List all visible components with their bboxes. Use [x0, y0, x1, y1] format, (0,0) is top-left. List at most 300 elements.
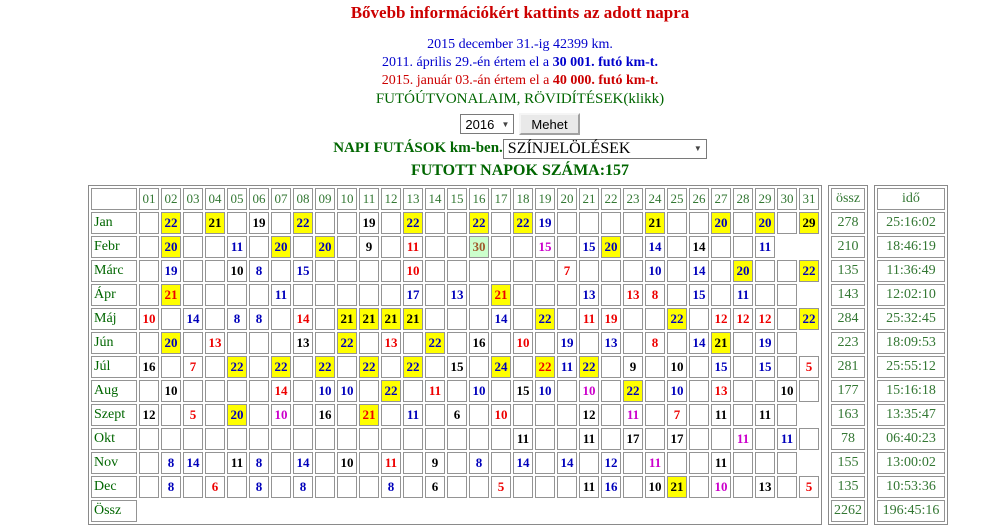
day-cell[interactable]: 10	[645, 260, 665, 282]
day-cell	[645, 308, 665, 330]
day-cell[interactable]: 8	[645, 284, 665, 306]
day-cell[interactable]: 21	[205, 212, 225, 234]
day-cell	[403, 476, 423, 498]
day-cell[interactable]: 7	[557, 260, 577, 282]
day-cell[interactable]: 19	[161, 260, 181, 282]
day-cell[interactable]: 21	[645, 212, 665, 234]
day-cell	[271, 452, 291, 474]
day-cell[interactable]: 13	[601, 332, 621, 354]
day-cell[interactable]: 22	[579, 356, 599, 378]
day-cell	[623, 260, 643, 282]
month-label: Febr	[91, 236, 137, 258]
month-time-cell: 18:46:19	[877, 236, 945, 258]
day-cell	[271, 428, 291, 450]
day-cell	[227, 476, 247, 498]
day-cell	[711, 236, 731, 258]
day-cell	[425, 428, 445, 450]
day-cell[interactable]: 10	[645, 476, 665, 498]
routes-link[interactable]: FUTÓÚTVONALAIM,	[375, 91, 521, 107]
day-cell	[161, 356, 181, 378]
day-cell[interactable]: 20	[271, 236, 291, 258]
day-cell	[557, 380, 577, 402]
day-cell[interactable]: 5	[799, 476, 819, 498]
chevron-down-icon: ▼	[693, 144, 702, 153]
day-cell	[755, 260, 775, 282]
day-cell[interactable]: 22	[469, 212, 489, 234]
day-cell[interactable]: 20	[161, 236, 181, 258]
header-section	[0, 3, 1002, 180]
day-cell[interactable]: 12	[139, 404, 159, 426]
day-cell[interactable]: 9	[359, 236, 379, 258]
sum-header-row	[831, 188, 865, 210]
day-cell	[601, 260, 621, 282]
day-cell[interactable]: 11	[645, 452, 665, 474]
day-cell	[513, 404, 533, 426]
day-cell	[337, 356, 357, 378]
year-controls-row	[38, 112, 1002, 136]
day-cell[interactable]: 14	[183, 308, 203, 330]
day-cell[interactable]: 15	[579, 236, 599, 258]
day-cell[interactable]: 14	[557, 452, 577, 474]
day-header-cell: 25	[667, 188, 687, 210]
day-cell[interactable]: 15	[755, 356, 775, 378]
month-row-dec	[91, 476, 819, 498]
day-cell	[315, 212, 335, 234]
day-cell[interactable]: 8	[161, 452, 181, 474]
month-label: Okt	[91, 428, 137, 450]
time-row-máj	[877, 308, 945, 330]
day-cell[interactable]: 16	[469, 332, 489, 354]
day-cell	[205, 404, 225, 426]
day-cell[interactable]: 14	[689, 260, 709, 282]
day-cell	[425, 212, 445, 234]
day-cell[interactable]: 11	[711, 452, 731, 474]
day-cell[interactable]: 10	[777, 380, 797, 402]
day-cell[interactable]: 5	[799, 356, 819, 378]
day-cell[interactable]: 24	[491, 356, 511, 378]
day-cell[interactable]: 10	[315, 380, 335, 402]
day-cell	[667, 284, 687, 306]
day-cell	[601, 284, 621, 306]
time-row-júl	[877, 356, 945, 378]
total-row-label: Össz	[91, 500, 137, 522]
day-cell[interactable]: 9	[425, 452, 445, 474]
run-days-count: FUTOTT NAPOK SZÁMA:157	[410, 162, 630, 179]
day-cell[interactable]: 19	[557, 332, 577, 354]
day-cell[interactable]: 10	[271, 404, 291, 426]
day-cell	[183, 284, 203, 306]
day-cell[interactable]: 20	[755, 212, 775, 234]
day-header-cell: 27	[711, 188, 731, 210]
day-cell[interactable]: 13	[579, 284, 599, 306]
day-cell	[381, 236, 401, 258]
day-cell	[777, 212, 797, 234]
day-cell[interactable]: 14	[689, 236, 709, 258]
day-cell[interactable]: 8	[469, 452, 489, 474]
milestone-30000-value: 30 001. futó km-t.	[552, 55, 658, 70]
sum-row-máj	[831, 308, 865, 330]
sum-row-szept	[831, 404, 865, 426]
day-cell	[183, 332, 203, 354]
day-cell[interactable]: 11	[403, 236, 423, 258]
day-cell[interactable]: 11	[557, 356, 577, 378]
day-cell[interactable]: 8	[645, 332, 665, 354]
day-cell	[733, 356, 753, 378]
day-cell[interactable]: 11	[403, 404, 423, 426]
sum-row-nov	[831, 452, 865, 474]
day-cell[interactable]: 16	[601, 476, 621, 498]
month-sum-cell: 135	[831, 260, 865, 282]
abbreviations-link[interactable]: RÖVIDÍTÉSEK(klikk)	[524, 91, 665, 107]
color-legend-select[interactable]	[503, 139, 707, 159]
day-cell	[315, 428, 335, 450]
day-cell	[733, 380, 753, 402]
day-cell[interactable]: 21	[337, 308, 357, 330]
day-cell[interactable]: 15	[447, 356, 467, 378]
day-cell[interactable]: 13	[711, 380, 731, 402]
day-cell[interactable]: 20	[227, 404, 247, 426]
day-cell	[381, 284, 401, 306]
day-cell[interactable]: 22	[403, 356, 423, 378]
day-cell	[557, 212, 577, 234]
day-cell[interactable]: 14	[689, 332, 709, 354]
day-cell	[139, 212, 159, 234]
day-cell[interactable]: 10	[535, 380, 555, 402]
milestone-30000-prefix: 2011. április 29.-én értem el a	[382, 55, 553, 70]
day-cell	[271, 476, 291, 498]
day-cell	[183, 380, 203, 402]
day-header-cell: 22	[601, 188, 621, 210]
day-cell[interactable]: 14	[183, 452, 203, 474]
day-cell[interactable]: 10	[337, 452, 357, 474]
day-cell[interactable]: 14	[491, 308, 511, 330]
day-cell[interactable]: 10	[491, 404, 511, 426]
day-cell	[293, 284, 313, 306]
day-cell[interactable]: 14	[271, 380, 291, 402]
page-title: Bővebb információkért kattints az adott napra	[350, 3, 690, 22]
day-cell[interactable]: 10	[469, 380, 489, 402]
day-cell	[447, 380, 467, 402]
day-cell[interactable]: 10	[227, 260, 247, 282]
day-cell[interactable]: 20	[161, 332, 181, 354]
day-cell[interactable]: 14	[513, 452, 533, 474]
day-cell[interactable]: 21	[711, 332, 731, 354]
day-cell	[799, 380, 819, 402]
day-cell[interactable]: 10	[403, 260, 423, 282]
month-label: Nov	[91, 452, 137, 474]
day-cell[interactable]: 14	[293, 452, 313, 474]
day-cell[interactable]: 17	[623, 428, 643, 450]
day-cell[interactable]: 10	[337, 380, 357, 402]
day-cell	[337, 404, 357, 426]
day-cell	[359, 452, 379, 474]
day-cell	[205, 428, 225, 450]
day-cell[interactable]: 8	[381, 476, 401, 498]
day-header-cell: 16	[469, 188, 489, 210]
day-cell	[249, 332, 269, 354]
day-cell[interactable]: 22	[623, 380, 643, 402]
day-header-cell: 14	[425, 188, 445, 210]
day-cell[interactable]: 30	[469, 236, 489, 258]
day-cell[interactable]: 5	[183, 404, 203, 426]
day-cell	[249, 356, 269, 378]
month-sum-cell: 135	[831, 476, 865, 498]
milestone-30000-line	[38, 54, 1002, 72]
day-cell[interactable]: 21	[381, 308, 401, 330]
day-header-cell: 08	[293, 188, 313, 210]
day-cell[interactable]: 8	[293, 476, 313, 498]
day-cell[interactable]: 8	[249, 452, 269, 474]
day-cell[interactable]: 10	[161, 380, 181, 402]
go-button[interactable]: Mehet	[519, 113, 579, 135]
day-cell	[491, 428, 511, 450]
day-cell[interactable]: 11	[425, 380, 445, 402]
day-cell	[271, 332, 291, 354]
day-cell	[293, 236, 313, 258]
day-cell[interactable]: 21	[359, 308, 379, 330]
day-header-cell: 21	[579, 188, 599, 210]
day-cell[interactable]: 11	[733, 428, 753, 450]
day-cell[interactable]: 22	[227, 356, 247, 378]
month-row-jan	[91, 212, 819, 234]
day-cell[interactable]: 22	[535, 308, 555, 330]
day-cell[interactable]: 7	[667, 404, 687, 426]
day-header-cell: 02	[161, 188, 181, 210]
day-cell	[403, 452, 423, 474]
sum-header-cell: össz	[831, 188, 865, 210]
day-cell[interactable]: 19	[755, 332, 775, 354]
day-header-cell: 05	[227, 188, 247, 210]
day-cell[interactable]: 21	[491, 284, 511, 306]
day-cell	[557, 404, 577, 426]
day-cell	[205, 260, 225, 282]
sum-row-ápr	[831, 284, 865, 306]
day-cell[interactable]: 22	[535, 356, 555, 378]
day-cell	[513, 260, 533, 282]
day-cell[interactable]: 9	[623, 356, 643, 378]
day-cell[interactable]: 15	[689, 284, 709, 306]
month-sum-cell: 223	[831, 332, 865, 354]
day-cell[interactable]: 13	[205, 332, 225, 354]
day-cell[interactable]: 10	[579, 380, 599, 402]
day-cell	[447, 260, 467, 282]
day-cell[interactable]: 22	[403, 212, 423, 234]
day-cell[interactable]: 17	[403, 284, 423, 306]
day-cell[interactable]: 6	[205, 476, 225, 498]
month-time-cell: 13:00:02	[877, 452, 945, 474]
month-sum-cell: 210	[831, 236, 865, 258]
day-cell[interactable]: 11	[755, 404, 775, 426]
day-cell[interactable]: 16	[139, 356, 159, 378]
nonexistent-day	[799, 332, 819, 354]
day-cell[interactable]: 22	[315, 356, 335, 378]
calendar-table	[88, 185, 822, 525]
day-cell[interactable]: 8	[161, 476, 181, 498]
day-cell[interactable]: 11	[227, 236, 247, 258]
day-cell[interactable]: 22	[667, 308, 687, 330]
day-cell[interactable]: 22	[381, 380, 401, 402]
day-cell	[249, 380, 269, 402]
day-cell[interactable]: 19	[249, 212, 269, 234]
day-cell	[139, 236, 159, 258]
day-cell[interactable]: 19	[601, 308, 621, 330]
month-time-cell: 25:32:45	[877, 308, 945, 330]
day-cell[interactable]: 21	[161, 284, 181, 306]
day-cell[interactable]: 22	[337, 332, 357, 354]
day-header-cell: 17	[491, 188, 511, 210]
day-cell	[381, 356, 401, 378]
month-label: Szept	[91, 404, 137, 426]
day-cell[interactable]: 22	[425, 332, 445, 354]
day-header-cell: 19	[535, 188, 555, 210]
day-cell[interactable]: 19	[535, 212, 555, 234]
day-cell[interactable]: 20	[601, 236, 621, 258]
day-cell[interactable]: 15	[513, 380, 533, 402]
sum-row-jan	[831, 212, 865, 234]
day-cell	[601, 404, 621, 426]
year-select[interactable]	[460, 114, 514, 134]
day-cell[interactable]: 22	[293, 212, 313, 234]
day-cell[interactable]: 5	[491, 476, 511, 498]
day-cell[interactable]: 11	[271, 284, 291, 306]
day-cell[interactable]: 10	[711, 476, 731, 498]
day-cell[interactable]: 14	[645, 236, 665, 258]
day-cell[interactable]: 13	[293, 332, 313, 354]
day-header-cell: 29	[755, 188, 775, 210]
milestone-40000-prefix: 2015. január 03.-án értem el a	[381, 73, 553, 88]
month-label: Máj	[91, 308, 137, 330]
day-cell	[777, 356, 797, 378]
day-cell	[777, 332, 797, 354]
month-time-cell: 13:35:47	[877, 404, 945, 426]
month-sum-cell: 284	[831, 308, 865, 330]
day-cell	[557, 476, 577, 498]
day-cell[interactable]: 11	[755, 236, 775, 258]
day-cell	[733, 236, 753, 258]
day-cell	[623, 332, 643, 354]
links-line	[38, 90, 1002, 109]
day-cell[interactable]: 14	[293, 308, 313, 330]
day-cell	[271, 212, 291, 234]
day-cell[interactable]: 6	[425, 476, 445, 498]
month-time-cell: 06:40:23	[877, 428, 945, 450]
day-cell[interactable]: 21	[403, 308, 423, 330]
day-cell[interactable]: 19	[359, 212, 379, 234]
sum-row-febr	[831, 236, 865, 258]
day-header-cell: 10	[337, 188, 357, 210]
month-time-cell: 18:09:53	[877, 332, 945, 354]
day-cell[interactable]: 11	[579, 476, 599, 498]
day-cell[interactable]: 10	[667, 356, 687, 378]
day-cell	[293, 380, 313, 402]
day-cell[interactable]: 12	[733, 308, 753, 330]
day-cell[interactable]: 13	[755, 476, 775, 498]
day-cell	[579, 452, 599, 474]
day-cell[interactable]: 12	[711, 308, 731, 330]
day-cell[interactable]: 7	[183, 356, 203, 378]
day-cell[interactable]: 10	[513, 332, 533, 354]
day-cell[interactable]: 10	[139, 308, 159, 330]
day-cell[interactable]: 22	[359, 356, 379, 378]
day-header-cell: 28	[733, 188, 753, 210]
day-cell[interactable]: 11	[227, 452, 247, 474]
day-cell	[315, 308, 335, 330]
month-label: Júl	[91, 356, 137, 378]
day-cell[interactable]: 13	[623, 284, 643, 306]
day-cell[interactable]: 16	[315, 404, 335, 426]
day-cell[interactable]: 6	[447, 404, 467, 426]
day-cell	[557, 284, 577, 306]
day-cell	[469, 356, 489, 378]
day-cell[interactable]: 12	[755, 308, 775, 330]
day-cell	[579, 212, 599, 234]
day-cell[interactable]: 8	[227, 308, 247, 330]
day-cell[interactable]: 11	[513, 428, 533, 450]
day-cell[interactable]: 15	[293, 260, 313, 282]
day-cell[interactable]: 11	[579, 428, 599, 450]
day-cell[interactable]: 8	[249, 476, 269, 498]
day-cell[interactable]: 22	[161, 212, 181, 234]
day-cell	[623, 308, 643, 330]
total-row-spacer	[139, 500, 819, 522]
day-cell[interactable]: 21	[359, 404, 379, 426]
day-cell[interactable]: 22	[799, 260, 819, 282]
day-cell	[645, 380, 665, 402]
day-cell[interactable]: 20	[315, 236, 335, 258]
day-cell	[227, 212, 247, 234]
day-cell	[755, 380, 775, 402]
day-cell[interactable]: 12	[579, 404, 599, 426]
day-cell[interactable]: 11	[381, 452, 401, 474]
day-cell[interactable]: 20	[733, 260, 753, 282]
day-cell[interactable]: 8	[249, 260, 269, 282]
day-cell	[535, 452, 555, 474]
month-time-cell: 25:16:02	[877, 212, 945, 234]
nonexistent-day	[777, 236, 797, 258]
day-cell[interactable]: 13	[447, 284, 467, 306]
day-cell[interactable]: 22	[799, 308, 819, 330]
day-cell	[557, 236, 577, 258]
day-cell[interactable]: 11	[733, 284, 753, 306]
day-cell[interactable]: 13	[381, 332, 401, 354]
day-cell[interactable]: 22	[513, 212, 533, 234]
day-cell	[315, 476, 335, 498]
day-cell[interactable]: 11	[711, 404, 731, 426]
day-cell[interactable]: 29	[799, 212, 819, 234]
time-header-cell: idő	[877, 188, 945, 210]
day-cell	[733, 452, 753, 474]
day-cell[interactable]: 15	[535, 236, 555, 258]
day-cell[interactable]: 17	[667, 428, 687, 450]
day-cell[interactable]: 8	[249, 308, 269, 330]
day-cell[interactable]: 10	[667, 380, 687, 402]
day-cell[interactable]: 20	[711, 212, 731, 234]
day-cell	[491, 212, 511, 234]
day-cell[interactable]: 11	[623, 404, 643, 426]
day-cell[interactable]: 15	[711, 356, 731, 378]
day-cell[interactable]: 11	[777, 428, 797, 450]
day-cell[interactable]: 11	[579, 308, 599, 330]
day-cell	[579, 260, 599, 282]
day-cell[interactable]: 12	[601, 452, 621, 474]
day-cell[interactable]: 22	[271, 356, 291, 378]
corner-cell	[91, 188, 137, 210]
grand-total-row	[831, 500, 865, 522]
day-cell[interactable]: 21	[667, 476, 687, 498]
day-cell	[645, 428, 665, 450]
day-header-cell: 11	[359, 188, 379, 210]
day-cell	[557, 428, 577, 450]
